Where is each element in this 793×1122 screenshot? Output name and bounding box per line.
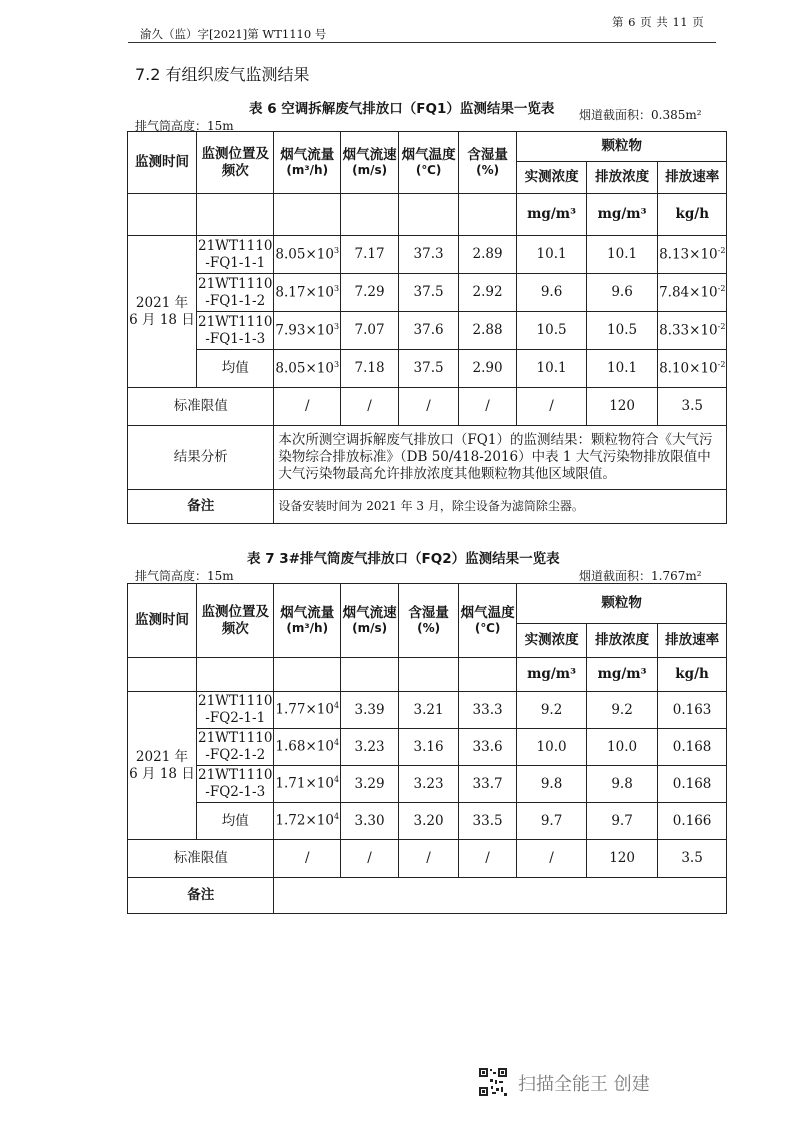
- t6-row2-measured: 9.6: [517, 274, 587, 312]
- t6-limit-temp: /: [399, 388, 459, 426]
- t7-row3-velocity: 3.29: [341, 766, 399, 803]
- t6-row3-flow: $7.93\times 10^3$: [274, 312, 341, 350]
- t6-limit-flow: /: [274, 388, 341, 426]
- t6-limit-rate: 3.5: [658, 388, 727, 426]
- t6-limit-emission: 120: [587, 388, 658, 426]
- t7-unit-measured: mg/m³: [517, 658, 587, 692]
- t7-row3-measured: 9.8: [517, 766, 587, 803]
- t6-avg-moisture: 2.90: [459, 350, 517, 388]
- t7-row3-rate: 0.168: [658, 766, 727, 803]
- t6-header-particulate: 颗粒物: [517, 132, 727, 162]
- t6-header-rate: 排放速率: [658, 162, 727, 194]
- t6-row3-moisture: 2.88: [459, 312, 517, 350]
- qr-code-icon: [478, 1067, 508, 1097]
- t7-row3-flow: $1.71\times 10^4$: [274, 766, 341, 803]
- t6-limit-moisture: /: [459, 388, 517, 426]
- t7-header-measured: 实测浓度: [517, 624, 587, 658]
- t6-row1-velocity: 7.17: [341, 236, 399, 274]
- t7-unit-emission: mg/m³: [587, 658, 658, 692]
- t6-row1-code: 21WT1110 -FQ1-1-1: [197, 236, 274, 274]
- t6-row2-rate: $7.84\times 10^{-2}$: [658, 274, 727, 312]
- t6-row2-code: 21WT1110 -FQ1-1-2: [197, 274, 274, 312]
- t7-limit-velocity: /: [341, 840, 399, 878]
- t7-row1-flow: $1.77\times 10^4$: [274, 692, 341, 729]
- t6-unit-emission: mg/m³: [587, 194, 658, 236]
- table6-caption: 表 6 空调拆解废气排放口（FQ1）监测结果一览表: [249, 101, 555, 117]
- t7-avg-flow: $1.72\times 10^4$: [274, 803, 341, 840]
- t6-row2-temp: 37.5: [399, 274, 459, 312]
- t7-row2-rate: 0.168: [658, 729, 727, 766]
- t7-row3-temp: 33.7: [459, 766, 517, 803]
- t7-row2-temp: 33.6: [459, 729, 517, 766]
- table7-flue-area: 烟道截面积：1.767m²: [579, 569, 702, 583]
- t7-avg-rate: 0.166: [658, 803, 727, 840]
- table7-caption: 表 7 3#排气筒废气排放口（FQ2）监测结果一览表: [247, 551, 560, 567]
- t7-row1-emission: 9.2: [587, 692, 658, 729]
- t7-remark-label: 备注: [128, 878, 274, 914]
- t7-row2-flow: $1.68\times 10^4$: [274, 729, 341, 766]
- t6-row2-velocity: 7.29: [341, 274, 399, 312]
- t6-analysis-text: 本次所测空调拆解废气排放口（FQ1）的监测结果：颗粒物符合《大气污染物综合排放标准》（DB 50/418-2016）中表 1 大气污染物排放限值中大气污染物最高允许排放浓度其他颗粒物其他区域限值。: [274, 426, 727, 490]
- t7-row2-velocity: 3.23: [341, 729, 399, 766]
- t6-row3-emission: 10.5: [587, 312, 658, 350]
- table7-stack-height: 排气筒高度：15m: [135, 569, 234, 583]
- t7-row1-moisture: 3.21: [399, 692, 459, 729]
- t6-analysis-label: 结果分析: [128, 426, 274, 490]
- t6-row1-measured: 10.1: [517, 236, 587, 274]
- t6-date: 2021 年 6 月 18 日: [128, 236, 197, 388]
- t6-avg-rate: $8.10\times 10^{-2}$: [658, 350, 727, 388]
- table6-flue-area: 烟道截面积：0.385m²: [579, 108, 702, 122]
- t7-limit-emission: 120: [587, 840, 658, 878]
- t7-row3-moisture: 3.23: [399, 766, 459, 803]
- table6: [127, 131, 727, 524]
- t7-row1-velocity: 3.39: [341, 692, 399, 729]
- t6-avg-emission: 10.1: [587, 350, 658, 388]
- t6-header-time: 监测时间: [128, 132, 197, 194]
- t7-limit-flow: /: [274, 840, 341, 878]
- t7-avg-measured: 9.7: [517, 803, 587, 840]
- t6-unit-rate: kg/h: [658, 194, 727, 236]
- t7-header-time: 监测时间: [128, 584, 197, 658]
- t7-header-moisture: 含湿量 (%): [399, 584, 459, 658]
- t6-avg-label: 均值: [197, 350, 274, 388]
- table6-stack-height: 排气筒高度：15m: [135, 119, 234, 133]
- t7-date: 2021 年 6 月 18 日: [128, 692, 197, 840]
- t7-row2-measured: 10.0: [517, 729, 587, 766]
- t6-row3-rate: $8.33\times 10^{-2}$: [658, 312, 727, 350]
- t7-row2-emission: 10.0: [587, 729, 658, 766]
- t7-limit-rate: 3.5: [658, 840, 727, 878]
- t7-limit-measured: /: [517, 840, 587, 878]
- t7-row3-emission: 9.8: [587, 766, 658, 803]
- t6-header-velocity: 烟气流速 (m/s): [341, 132, 399, 194]
- t6-unit-measured: mg/m³: [517, 194, 587, 236]
- t6-limit-measured: /: [517, 388, 587, 426]
- t6-row2-emission: 9.6: [587, 274, 658, 312]
- t7-avg-emission: 9.7: [587, 803, 658, 840]
- t7-avg-temp: 33.5: [459, 803, 517, 840]
- t7-limit-label: 标准限值: [128, 840, 274, 878]
- t7-limit-temp: /: [459, 840, 517, 878]
- t6-header-emission: 排放浓度: [587, 162, 658, 194]
- t7-limit-moisture: /: [399, 840, 459, 878]
- t6-avg-velocity: 7.18: [341, 350, 399, 388]
- t7-row1-code: 21WT1110 -FQ2-1-1: [197, 692, 274, 729]
- t6-row1-rate: $8.13\times 10^{-2}$: [658, 236, 727, 274]
- t7-row2-moisture: 3.16: [399, 729, 459, 766]
- t7-row3-code: 21WT1110 -FQ2-1-3: [197, 766, 274, 803]
- t6-avg-flow: $8.05\times 10^3$: [274, 350, 341, 388]
- t6-row3-code: 21WT1110 -FQ1-1-3: [197, 312, 274, 350]
- t6-avg-measured: 10.1: [517, 350, 587, 388]
- t6-avg-temp: 37.5: [399, 350, 459, 388]
- t7-row1-rate: 0.163: [658, 692, 727, 729]
- t6-row2-moisture: 2.92: [459, 274, 517, 312]
- t6-row2-flow: $8.17\times 10^3$: [274, 274, 341, 312]
- t6-row1-temp: 37.3: [399, 236, 459, 274]
- t7-header-emission: 排放浓度: [587, 624, 658, 658]
- t7-remark-text: [274, 878, 727, 914]
- t6-remark-label: 备注: [128, 490, 274, 524]
- t7-header-rate: 排放速率: [658, 624, 727, 658]
- t7-avg-moisture: 3.20: [399, 803, 459, 840]
- t6-row1-emission: 10.1: [587, 236, 658, 274]
- t7-header-position: 监测位置及频次: [197, 584, 274, 658]
- t7-row1-temp: 33.3: [459, 692, 517, 729]
- report-number: 渝久（监）字[2021]第 WT1110 号: [140, 27, 327, 41]
- scanner-watermark: 扫描全能王 创建: [518, 1074, 650, 1095]
- t7-unit-rate: kg/h: [658, 658, 727, 692]
- t6-row1-moisture: 2.89: [459, 236, 517, 274]
- t7-row1-measured: 9.2: [517, 692, 587, 729]
- t6-header-temp: 烟气温度 (℃): [399, 132, 459, 194]
- page-indicator: 第 6 页 共 11 页: [612, 15, 705, 29]
- section-title: 7.2 有组织废气监测结果: [135, 65, 310, 84]
- t7-avg-label: 均值: [197, 803, 274, 840]
- t6-row3-velocity: 7.07: [341, 312, 399, 350]
- t6-header-position: 监测位置及频次: [197, 132, 274, 194]
- t6-header-flow: 烟气流量 (m³/h): [274, 132, 341, 194]
- t6-header-moisture: 含湿量 (%): [459, 132, 517, 194]
- t6-row1-flow: $8.05\times 10^3$: [274, 236, 341, 274]
- t7-avg-velocity: 3.30: [341, 803, 399, 840]
- t6-limit-label: 标准限值: [128, 388, 274, 426]
- t6-limit-velocity: /: [341, 388, 399, 426]
- t7-header-velocity: 烟气流速 (m/s): [341, 584, 399, 658]
- table7: [127, 583, 727, 914]
- t7-header-flow: 烟气流量 (m³/h): [274, 584, 341, 658]
- header-divider: [128, 42, 716, 43]
- t6-header-measured: 实测浓度: [517, 162, 587, 194]
- t6-remark-text: 设备安装时间为 2021 年 3 月，除尘设备为滤筒除尘器。: [274, 490, 727, 524]
- t7-header-temp: 烟气温度 (℃): [459, 584, 517, 658]
- t6-row3-measured: 10.5: [517, 312, 587, 350]
- t6-row3-temp: 37.6: [399, 312, 459, 350]
- t7-header-particulate: 颗粒物: [517, 584, 727, 624]
- t7-row2-code: 21WT1110 -FQ2-1-2: [197, 729, 274, 766]
